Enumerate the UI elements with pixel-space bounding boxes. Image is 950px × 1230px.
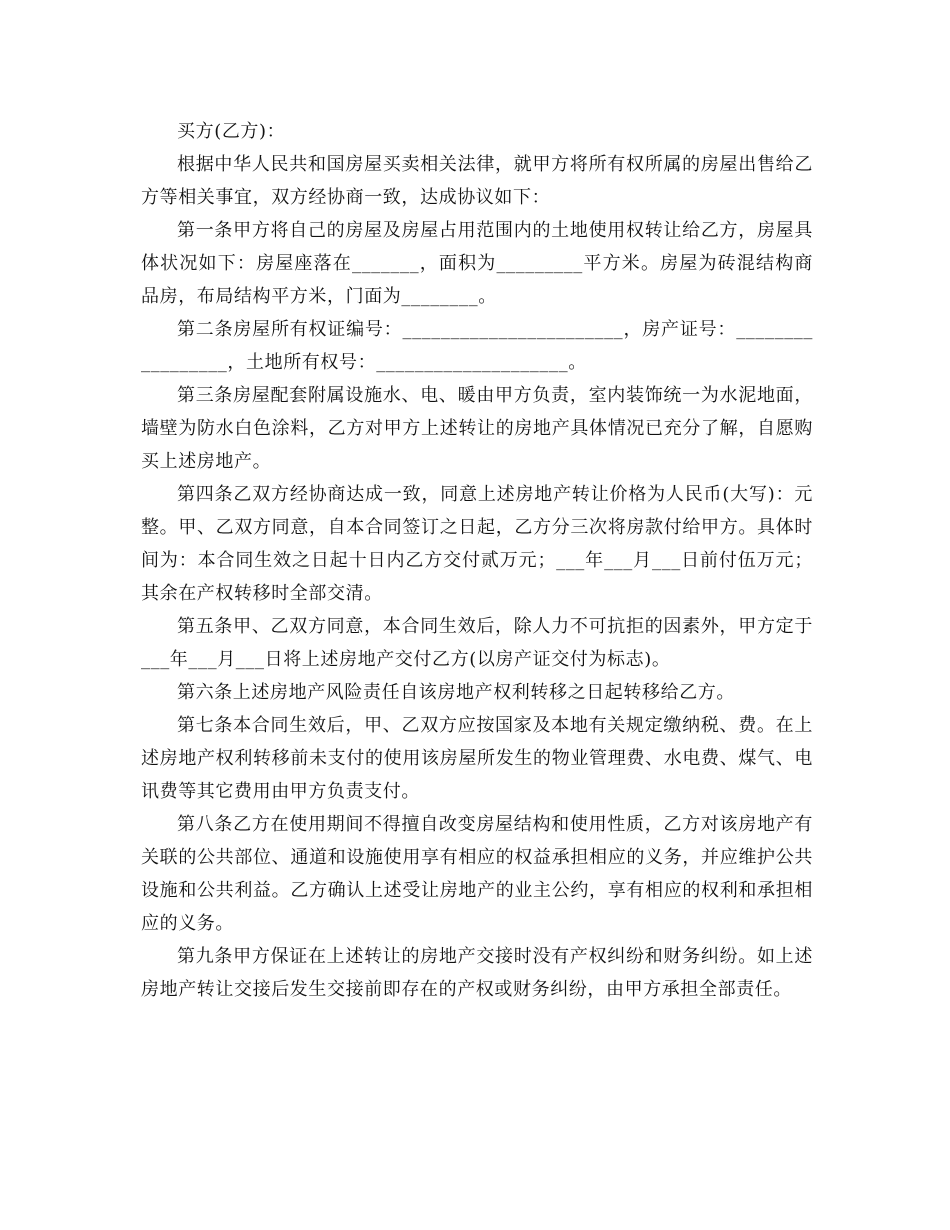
paragraph-preamble: 根据中华人民共和国房屋买卖相关法律，就甲方将所有权所属的房屋出售给乙方等相关事宜，双方经协商一致，达成协议如下：: [141, 154, 813, 208]
paragraph-article-1: 第一条甲方将自己的房屋及房屋占用范围内的土地使用权转让给乙方，房屋具体状况如下：房屋座落在_______，面积为_________平方米。房屋为砖混结构商品房，布局结构平方米，门面为________。: [141, 220, 813, 307]
paragraph-article-7: 第七条本合同生效后，甲、乙双方应按国家及本地有关规定缴纳税、费。在上述房地产权利转移前未支付的使用该房屋所发生的物业管理费、水电费、煤气、电讯费等其它费用由甲方负责支付。: [141, 715, 813, 802]
paragraph-article-5: 第五条甲、乙双方同意，本合同生效后，除人力不可抗拒的因素外，甲方定于___年___月___日将上述房地产交付乙方(以房产证交付为标志)。: [141, 616, 813, 670]
paragraph-article-3: 第三条房屋配套附属设施水、电、暖由甲方负责，室内装饰统一为水泥地面，墙壁为防水白色涂料，乙方对甲方上述转让的房地产具体情况已充分了解，自愿购买上述房地产。: [141, 385, 813, 472]
paragraph-article-8: 第八条乙方在使用期间不得擅自改变房屋结构和使用性质，乙方对该房地产有关联的公共部位、通道和设施使用享有相应的权益承担相应的义务，并应维护公共设施和公共利益。乙方确认上述受让房地产的业主公约，享有相应的权利和承担相应的义务。: [141, 814, 813, 934]
paragraph-article-9: 第九条甲方保证在上述转让的房地产交接时没有产权纠纷和财务纠纷。如上述房地产转让交接后发生交接前即存在的产权或财务纠纷，由甲方承担全部责任。: [141, 946, 813, 1000]
paragraph-article-6: 第六条上述房地产风险责任自该房地产权利转移之日起转移给乙方。: [177, 682, 735, 703]
paragraph-article-2: 第二条房屋所有权证编号：_______________________，房产证号：_________________，土地所有权号：____________________。: [141, 319, 813, 373]
document-body: [141, 115, 813, 1006]
paragraph-buyer-party: 买方(乙方)：: [177, 121, 286, 142]
paragraph-article-4: 第四条乙双方经协商达成一致，同意上述房地产转让价格为人民币(大写)：元整。甲、乙双方同意，自本合同签订之日起，乙方分三次将房款付给甲方。具体时间为：本合同生效之日起十日内乙方交付贰万元；___年___月___日前付伍万元；其余在产权转移时全部交清。: [141, 484, 813, 604]
